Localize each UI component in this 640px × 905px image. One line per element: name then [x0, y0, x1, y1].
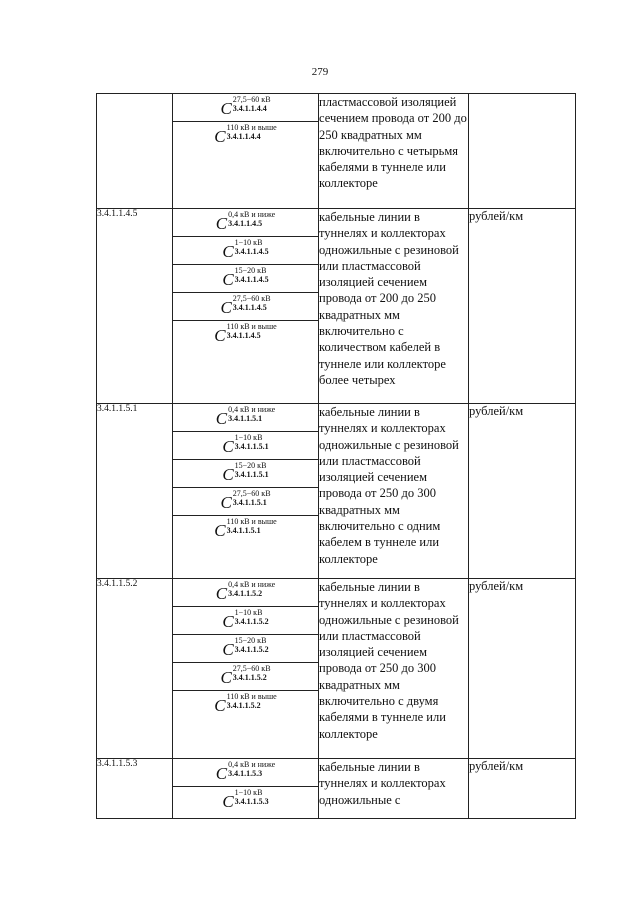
- voltage-class: 110 кВ и выше: [226, 322, 277, 331]
- rate-index: 3.4.1.1.5.2: [226, 701, 261, 710]
- rate-formula: [220, 665, 270, 686]
- voltage-class: 1−10 кВ: [234, 608, 263, 617]
- item-code: 3.4.1.1.5.2: [97, 579, 173, 759]
- rate-index: 3.4.1.1.4.5: [234, 247, 269, 256]
- rate-letter: C: [222, 465, 234, 484]
- rate-symbol: [173, 691, 318, 719]
- rate-symbols-cell: [173, 759, 319, 819]
- table-row: [97, 404, 576, 579]
- voltage-class: 1−10 кВ: [234, 238, 263, 247]
- rate-index: 3.4.1.1.5.3: [228, 769, 263, 778]
- rate-formula: [220, 295, 270, 316]
- voltage-class: 27,5−60 кВ: [232, 95, 271, 104]
- table-row: [97, 759, 576, 819]
- rate-letter: C: [222, 792, 234, 811]
- table-row: [97, 209, 576, 404]
- rate-index: 3.4.1.1.5.1: [234, 470, 269, 479]
- rate-symbol: [173, 209, 318, 237]
- rate-symbol: [173, 265, 318, 293]
- rate-formula: [222, 434, 268, 455]
- rate-letter: C: [220, 298, 232, 317]
- rate-symbol: [173, 635, 318, 663]
- item-code: 3.4.1.1.4.5: [97, 209, 173, 404]
- rate-index: 3.4.1.1.4.5: [228, 219, 263, 228]
- rate-symbol: [173, 237, 318, 265]
- rate-symbol: [173, 488, 318, 516]
- rate-formula: [222, 462, 268, 483]
- rate-letter: C: [222, 640, 234, 659]
- rate-letter: C: [215, 214, 228, 233]
- rate-letter: C: [222, 270, 234, 289]
- rate-index: 3.4.1.1.5.1: [226, 526, 261, 535]
- rate-index: 3.4.1.1.4.5: [232, 303, 267, 312]
- rate-letter: C: [222, 437, 234, 456]
- voltage-class: 0,4 кВ и ниже: [228, 210, 276, 219]
- rate-index: 3.4.1.1.4.5: [226, 331, 261, 340]
- rate-letter: C: [214, 696, 226, 715]
- rate-letter: C: [215, 584, 228, 603]
- rate-symbols-cell: [173, 94, 319, 209]
- rate-index: 3.4.1.1.5.2: [234, 645, 269, 654]
- rate-letter: C: [220, 493, 232, 512]
- rate-index: 3.4.1.1.5.1: [232, 498, 267, 507]
- voltage-class: 0,4 кВ и ниже: [228, 405, 276, 414]
- rate-index: 3.4.1.1.5.1: [228, 414, 263, 423]
- voltage-class: 0,4 кВ и ниже: [228, 580, 276, 589]
- rate-formula: [222, 637, 268, 658]
- rate-symbol: [173, 94, 318, 122]
- tariff-table: [96, 93, 576, 819]
- voltage-class: 15−20 кВ: [234, 636, 267, 645]
- rate-index: 3.4.1.1.4.4: [232, 104, 267, 113]
- unit-of-measure: рублей/км: [469, 579, 576, 759]
- rate-letter: C: [222, 612, 234, 631]
- rate-symbol: [173, 579, 318, 607]
- rate-formula: [214, 124, 276, 145]
- rate-symbol: [173, 607, 318, 635]
- rate-formula: [216, 406, 275, 427]
- rate-symbol: [173, 787, 318, 815]
- line-description: кабельные линии в туннелях и коллекторах одножильные с резиновой или пластмассовой изоляцией сечением провода от 250 до 300 квадратных мм включительно с двумя кабелями в туннеле или коллекторе: [319, 579, 469, 759]
- rate-index: 3.4.1.1.4.4: [226, 132, 261, 141]
- rate-formula: [220, 96, 270, 117]
- line-description: кабельные линии в туннелях и коллекторах одножильные с резиновой или пластмассовой изоляцией сечением провода от 200 до 250 квадратных мм включительно с количеством кабелей в туннеле или коллекторе более четырех: [319, 209, 469, 404]
- voltage-class: 1−10 кВ: [234, 433, 263, 442]
- voltage-class: 27,5−60 кВ: [232, 294, 271, 303]
- rate-index: 3.4.1.1.5.3: [234, 797, 269, 806]
- unit-of-measure: рублей/км: [469, 759, 576, 819]
- rate-formula: [216, 761, 275, 782]
- voltage-class: 110 кВ и выше: [226, 517, 277, 526]
- item-code: 3.4.1.1.5.1: [97, 404, 173, 579]
- rate-symbol: [173, 759, 318, 787]
- rate-formula: [220, 490, 270, 511]
- rate-letter: C: [214, 127, 226, 146]
- rate-symbols-cell: [173, 404, 319, 579]
- line-description: кабельные линии в туннелях и коллекторах одножильные с резиновой или пластмассовой изоляцией сечением провода от 250 до 300 квадратных мм включительно с одним кабелем в туннеле или коллекторе: [319, 404, 469, 579]
- voltage-class: 0,4 кВ и ниже: [228, 760, 276, 769]
- rate-formula: [216, 211, 275, 232]
- rate-symbol: [173, 516, 318, 544]
- page-number: 279: [311, 66, 329, 78]
- rate-letter: C: [222, 242, 234, 261]
- unit-of-measure: [469, 94, 576, 209]
- rate-letter: C: [215, 764, 228, 783]
- rate-symbol: [173, 122, 318, 150]
- rate-symbol: [173, 404, 318, 432]
- voltage-class: 110 кВ и выше: [226, 692, 277, 701]
- voltage-class: 15−20 кВ: [234, 461, 267, 470]
- rate-symbol: [173, 663, 318, 691]
- rate-formula: [222, 609, 268, 630]
- rate-formula: [214, 693, 276, 714]
- rate-letter: C: [214, 326, 226, 345]
- rate-formula: [214, 518, 276, 539]
- voltage-class: 110 кВ и выше: [226, 123, 277, 132]
- rate-formula: [214, 323, 276, 344]
- rate-index: 3.4.1.1.5.2: [234, 617, 269, 626]
- rate-formula: [216, 581, 275, 602]
- rate-index: 3.4.1.1.5.1: [234, 442, 269, 451]
- item-code: 3.4.1.1.5.3: [97, 759, 173, 819]
- rate-index: 3.4.1.1.5.2: [228, 589, 263, 598]
- unit-of-measure: рублей/км: [469, 209, 576, 404]
- rate-symbol: [173, 432, 318, 460]
- rate-symbols-cell: [173, 209, 319, 404]
- rate-letter: C: [220, 668, 232, 687]
- rate-index: 3.4.1.1.4.5: [234, 275, 269, 284]
- rate-letter: C: [215, 409, 228, 428]
- rate-symbol: [173, 293, 318, 321]
- rate-symbol: [173, 321, 318, 349]
- rate-index: 3.4.1.1.5.2: [232, 673, 267, 682]
- line-description: пластмассовой изоляцией сечением провода от 200 до 250 квадратных мм включительно с четырьмя кабелями в туннеле или коллекторе: [319, 94, 469, 209]
- voltage-class: 27,5−60 кВ: [232, 664, 271, 673]
- voltage-class: 1−10 кВ: [234, 788, 263, 797]
- unit-of-measure: рублей/км: [469, 404, 576, 579]
- rate-formula: [222, 239, 268, 260]
- rate-symbol: [173, 460, 318, 488]
- table-row: [97, 94, 576, 209]
- voltage-class: 27,5−60 кВ: [232, 489, 271, 498]
- rate-formula: [222, 267, 268, 288]
- rate-symbols-cell: [173, 579, 319, 759]
- rate-letter: C: [220, 99, 232, 118]
- table-row: [97, 579, 576, 759]
- line-description: кабельные линии в туннелях и коллекторах одножильные с: [319, 759, 469, 819]
- rate-formula: [222, 789, 268, 810]
- rate-letter: C: [214, 521, 226, 540]
- item-code: [97, 94, 173, 209]
- voltage-class: 15−20 кВ: [234, 266, 267, 275]
